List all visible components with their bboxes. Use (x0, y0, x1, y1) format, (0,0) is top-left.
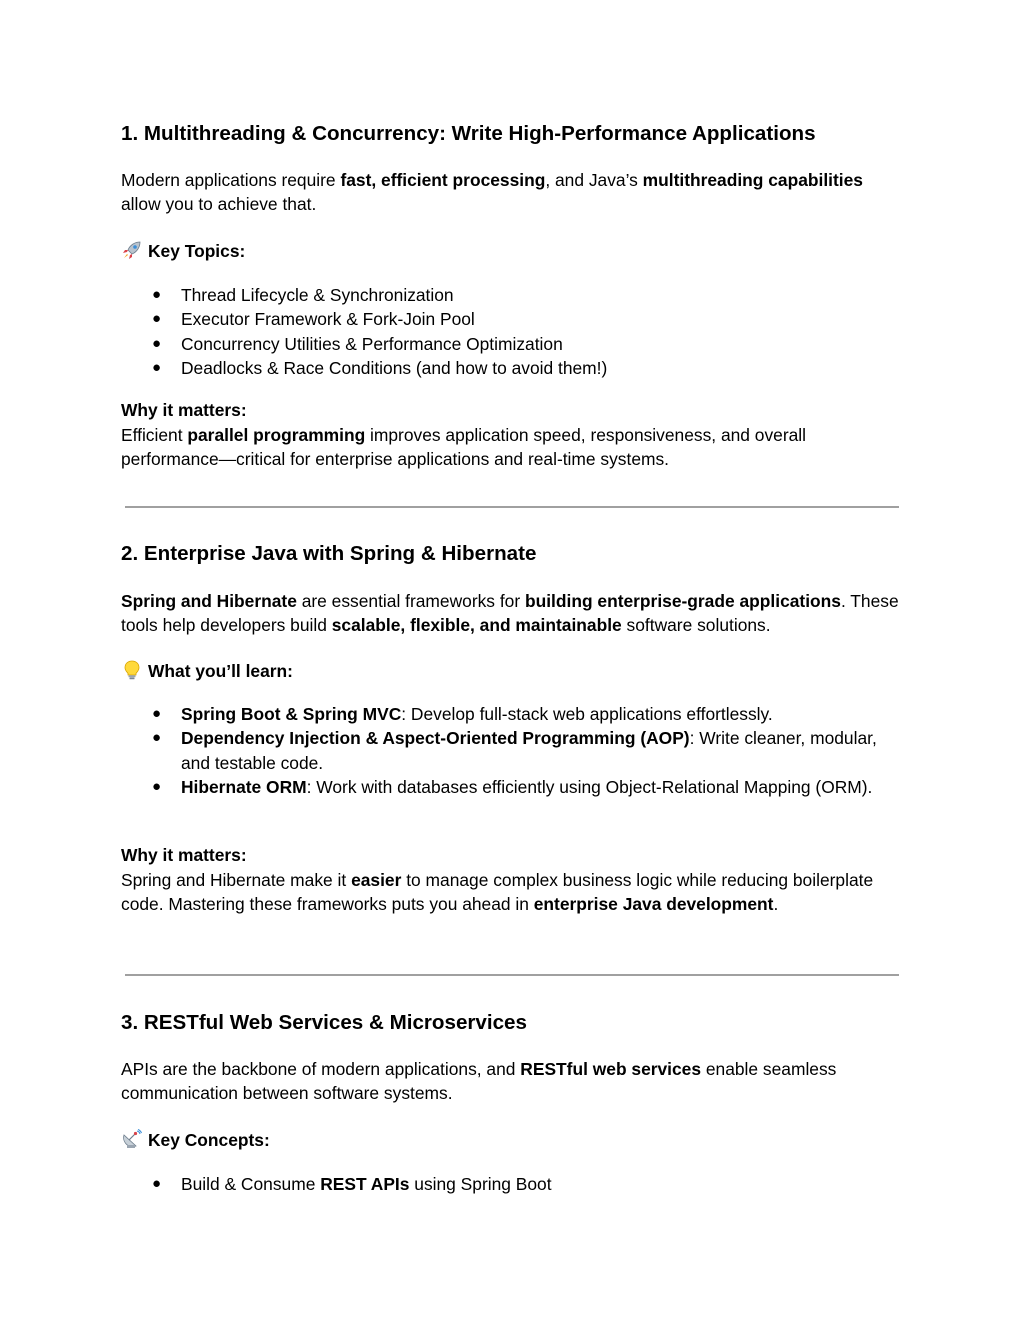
list-item (121, 307, 881, 331)
text-run: software solutions. (621, 615, 771, 636)
text-run: improves application speed, responsiveness, and overall performance—critical for enterprise applications and real-time systems. (121, 425, 807, 470)
section-3-concepts-label: Key Concepts: (148, 1130, 270, 1150)
text-run: : Write cleaner, modular, and testable code. (181, 728, 877, 773)
section-3-intro (121, 1057, 906, 1106)
section-1-topics-label: Key Topics: (148, 241, 246, 261)
section-1-why-label: Why it matters: (121, 400, 247, 420)
section-1-topics-list (121, 283, 881, 381)
text-run: Thread Lifecycle & Synchronization (181, 285, 454, 305)
section-divider-1 (125, 506, 899, 508)
text-run: are essential frameworks for (296, 591, 525, 611)
bullet-dot: ● (152, 705, 162, 722)
bullet-dot: ● (152, 310, 162, 328)
text-run: . These tools help developers build (121, 591, 899, 636)
section-1-topics-heading (121, 240, 245, 260)
text-run: enable seamless communication between software systems. (121, 1059, 837, 1104)
bullet-dot: ● (152, 778, 162, 796)
text-run: : Develop full-stack web applications effortlessly. (401, 704, 773, 724)
bold-text: REST APIs (320, 1174, 410, 1194)
text-run: , and Java’s (545, 170, 643, 190)
section-1-why-text (121, 423, 906, 472)
section-2-why-label: Why it matters: (121, 845, 247, 865)
text-run: Executor Framework & Fork-Join Pool (181, 309, 475, 330)
section-1-intro (121, 168, 906, 217)
list-item (121, 702, 881, 726)
section-1-title: 1. Multithreading & Concurrency: Write High-Performance Applications (121, 122, 816, 145)
bold-text: easier (351, 870, 402, 890)
bold-text: Spring Boot & Spring MVC (181, 704, 402, 724)
list-item (121, 356, 881, 380)
section-3-concepts-heading (121, 1129, 270, 1149)
lightbulb-icon (121, 660, 143, 680)
satellite-antenna-icon (121, 1129, 143, 1149)
text-run: using Spring Boot (409, 1174, 552, 1194)
section-2-learn-heading (121, 660, 293, 680)
bold-text: RESTful web services (520, 1059, 702, 1079)
section-2-learn-label: What you’ll learn: (148, 661, 293, 681)
text-run: Spring and Hibernate make it (121, 870, 352, 890)
section-2-title: 2. Enterprise Java with Spring & Hibernate (121, 542, 537, 565)
text-run: : Work with databases efficiently using Object-Relational Mapping (ORM). (306, 777, 873, 798)
bold-text: Dependency Injection & Aspect-Oriented Programming (AOP) (181, 728, 690, 749)
list-item (121, 726, 881, 775)
text-run: allow you to achieve that. (121, 194, 317, 215)
bold-text: Spring and Hibernate (121, 591, 297, 611)
list-item (121, 775, 881, 799)
list-item (121, 283, 881, 307)
text-run: to manage complex business logic while reducing boilerplate code. Mastering these frameworks puts you ahead in (121, 870, 874, 915)
bold-text: scalable, flexible, and maintainable (331, 615, 622, 636)
text-run: Build & Consume (181, 1174, 321, 1194)
bold-text: fast, efficient processing (340, 170, 546, 190)
bullet-dot: ● (152, 334, 162, 352)
text-run: Modern applications require (121, 170, 341, 190)
text-run: Efficient (121, 425, 188, 445)
section-2-learn-list (121, 702, 881, 800)
bullet-dot: ● (152, 286, 162, 303)
list-item (121, 332, 881, 356)
bullet-dot: ● (152, 1175, 162, 1192)
bullet-dot: ● (152, 729, 162, 747)
section-2-why-text (121, 868, 906, 917)
text-run: . (773, 894, 779, 915)
section-divider-2 (125, 974, 899, 976)
section-2-intro (121, 589, 906, 638)
list-item (121, 1172, 881, 1196)
section-3-title: 3. RESTful Web Services & Microservices (121, 1011, 527, 1034)
section-3-concepts-list (121, 1172, 881, 1196)
text-run: Deadlocks & Race Conditions (and how to avoid them!) (181, 358, 608, 379)
bold-text: parallel programming (187, 425, 366, 445)
bold-text: Hibernate ORM (181, 777, 307, 798)
text-run: APIs are the backbone of modern applications, and (121, 1059, 521, 1079)
bold-text: multithreading capabilities (642, 170, 863, 190)
bold-text: enterprise Java development (533, 894, 774, 915)
bullet-dot: ● (152, 359, 162, 377)
rocket-icon (121, 240, 143, 260)
bold-text: building enterprise-grade applications (524, 591, 841, 611)
text-run: Concurrency Utilities & Performance Optimization (181, 333, 563, 354)
